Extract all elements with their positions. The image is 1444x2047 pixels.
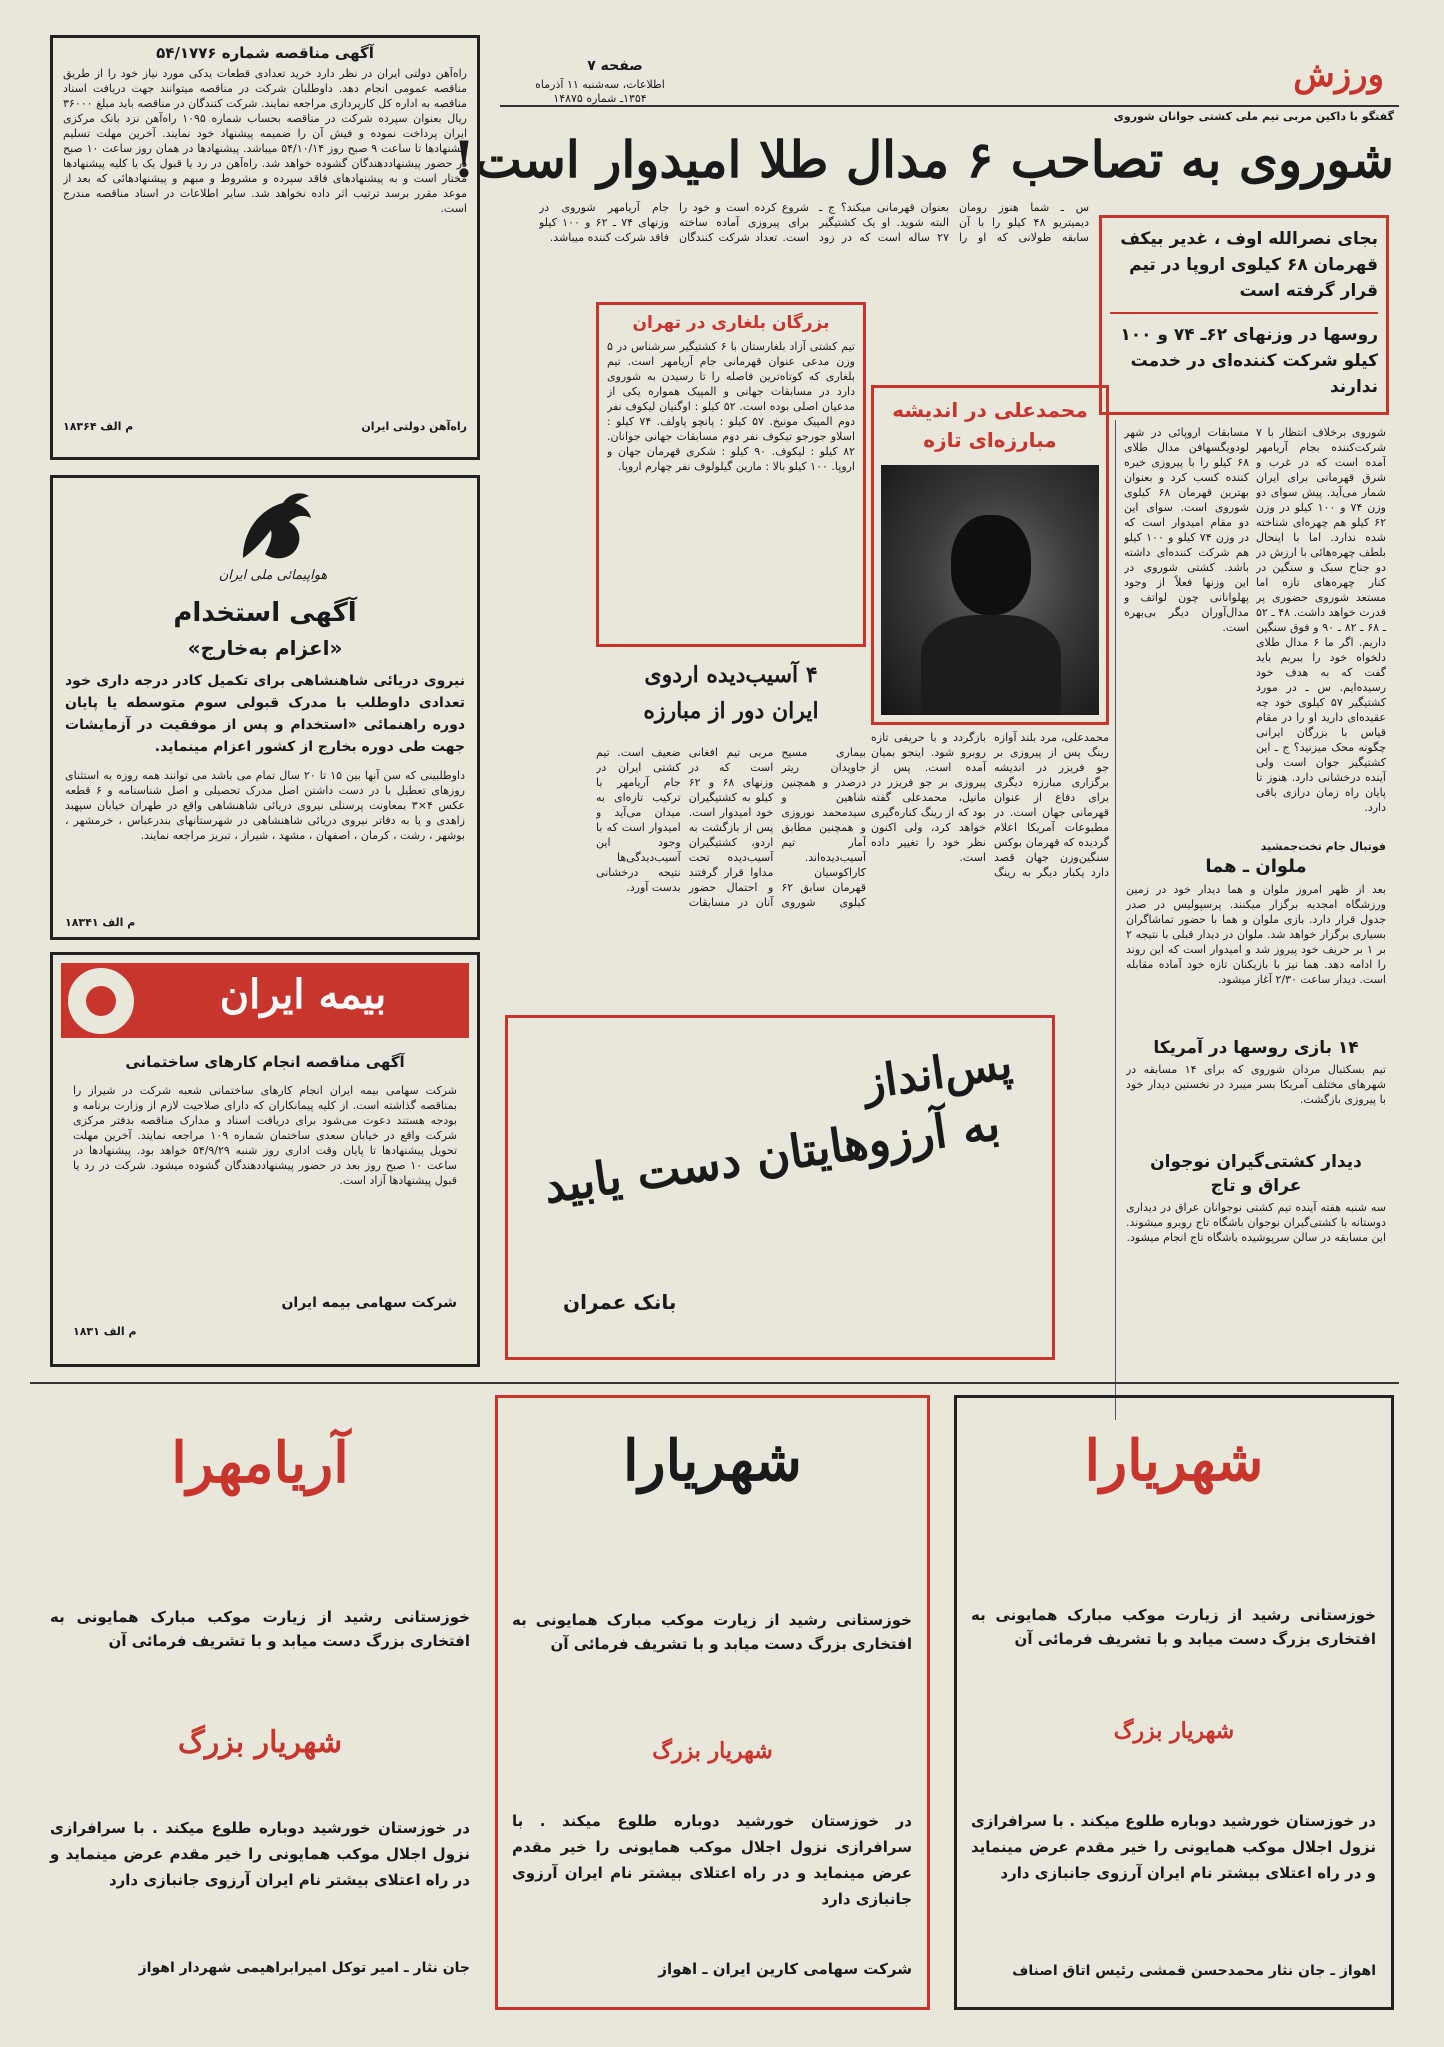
insurance-title: آگهی مناقصه انجام کارهای ساختمانی [125, 1053, 405, 1071]
bank-name: بانک عمران [563, 1290, 677, 1314]
navy-brand: هواپیمائی ملی ایران [218, 568, 328, 583]
teen-headline-2: عراق و تاج [1210, 1176, 1302, 1196]
rail-footer-right: راه‌آهن دولتی ایران [361, 420, 467, 433]
carbon-body: در خوزستان خورشید دوباره طلوع میکند . با سرافرازی نزول اجلال موکب همایونی را خیر مقدم عرض مینماید و در راه اعتلای بیشتر نام ایران آرزوی جانبازی دارد [512, 1812, 912, 1908]
navy-title: آگهی استخدام [173, 598, 357, 628]
aryamehr-signature: جان نثار ـ امیر توکل امیرابراهیمی شهردار اهواز [138, 1960, 470, 1976]
volleyball-headline: ۱۴ بازی روسها در آمریکا [1153, 1038, 1359, 1058]
ali-body: محمدعلی، مرد بلند آوازه رینگ پس از پیروزی بر جو فریزر در اندیشه برگزاری مبارزه دیگری برای دفاع از عنوان قهرمانی جهان است. در مطبوعات آمریکا اعلام گردیده که قهرمان بوکس سنگین‌وزن جهان قصد دارد یکبار دیگر به رینگ بازگردد و با حریفی تازه روبرو شود. اینجو بمیان آمده است. پس از پیروزی بر جو فریزر در مانیل، محمدعلی گفته بود که از رینگ کناره‌گیری خواهد کرد، ولی اکنون نظر خود را تغییر داده است. [871, 731, 1109, 879]
carbon-signature: شرکت سهامی کارین ایران ـ اهواز [658, 1960, 912, 1978]
bulgaria-box [596, 302, 866, 647]
ali-photo [881, 465, 1099, 715]
col-divider [1115, 420, 1116, 1420]
insurance-logo: بیمه ایران [219, 971, 387, 1018]
bulgaria-headline: بزرگان بلغاری در تهران [632, 313, 830, 333]
ali-headline-1: محمدعلی در اندیشه [892, 398, 1088, 422]
aryamehr-body: در خوزستان خورشید دوباره طلوع میکند . با سرافرازی نزول اجلال موکب همایونی را خیر مقدم عرض مینماید و در راه اعتلای بیشتر نام ایران آرزوی جانبازی دارد [50, 1819, 470, 1889]
football-headline: ملوان ـ هما [1205, 856, 1307, 877]
aryamehr-title: آریامهرا [171, 1430, 349, 1496]
page-number: صفحه ۷ [587, 58, 643, 74]
carbon-title: شهریارا [623, 1428, 802, 1494]
main-body-lower-right: شوروی برخلاف انتظار با ۷ شرکت‌کننده بجام آریامهر آمده است که در غرب و شرق قهرمانی برای ایران شمار می‌آید. پیش سوای دو وزن ۷۴ و ۱۰۰ کیلو در وزن ۶۲ کیلو هم چهره‌ای شناخته شده ندارد. اما با اینحال بلطف چهره‌هائی با ارزش در دو جناح سبک و سنگین در کنار چهره‌های تازه اما مستعد شوروی حضوری پر قدرت خواهد داشت. ۴۸ ـ ۵۲ ـ ۶۸ ـ ۸۲ ـ ۹۰ و فوق سنگین داریم. اگر ما ۶ مدال طلای دلخواه خود را ببریم باید گفت که به هدف خود رسیده‌ایم. س ـ در مورد کشتیگیر ۵۷ کیلوی خود چه عقیده‌ای دارید او را در مقام قیاس با بزرگان ایرانی چگونه محک میزنید؟ ج ـ این کشتیگیر جوان است ولی آینده درخشانی دارد. هنوز تا پایان راه زمان درازی باقی دارد. [1256, 426, 1386, 814]
issue-number: ۱۳۵۴ـ شماره ۱۴۸۷۵ [553, 92, 647, 105]
asia-headline-2: ایران دور از مبارزه [643, 698, 819, 724]
bank-slogan-2: پس‌انداز [859, 1037, 1015, 1110]
guild-body: در خوزستان خورشید دوباره طلوع میکند . با سرافرازی نزول اجلال موکب همایونی را خیر مقدم عرض مینماید و در راه اعتلای بیشتر نام ایران آرزوی جانبازی دارد [971, 1812, 1376, 1882]
highlight-divider [1110, 312, 1378, 314]
insurance-company: شرکت سهامی بیمه ایران [281, 1295, 457, 1311]
navy-footer: م الف ۱۸۳۴۱ [65, 916, 136, 929]
carbon-message: خوزستانی رشید از زیارت موکب مبارک همایونی به افتخاری بزرگ دست میابد و با تشریف فرمائی آن [512, 1611, 912, 1653]
guild-message: خوزستانی رشید از زیارت موکب مبارک همایونی به افتخاری بزرگ دست میابد و با تشریف فرمائی آن [971, 1606, 1376, 1648]
football-kicker: فوتبال جام تخت‌جمشید [1260, 840, 1386, 853]
navy-lead: نیروی دریائی شاهنشاهی برای تکمیل کادر درجه داری خود تعدادی داوطلب با مدرک قبولی سوم متوسطه یا پایان دوره راهنمائی «استخدام و پس از موفقیت در آزمایشات جهت طی دوره بخارج از کشور اعزام مینماید. [65, 673, 465, 755]
guild-title: شهریارا [1084, 1428, 1264, 1494]
rail-title: آگهی مناقصه شماره ۵۴/۱۷۷۶ [156, 44, 374, 62]
highlight-box [1099, 215, 1389, 415]
main-kicker: گفتگو با داکین مربی تیم ملی کشتی جوانان شوروی [1113, 110, 1394, 123]
asia-body: بیماری مسیح جاویدان ریتر درصدر و همچنین شاهین و سیدمحمد نوروزی و همچنین مطابق آمار تیم آسیب‌دیده‌اند. کاراکوسیان قهرمان سابق ۶۲ کیلوی شوروی مربی تیم افغانی است که در وزنهای ۶۸ و ۶۲ کیلو به کشتیگیران خود امیدوار است. پس از بازگشت به اردو، کشتیگیران آسیب‌دیده تحت مداوا قرار گرفتند و احتمال حضور آنان در مسابقات ضعیف است. تیم کشتی ایران در جام آریامهر با ترکیب تازه‌ای به میدان می‌آید و امیدوار است که با وجود این آسیب‌دیدگی‌ها نتیجه درخشانی بدست آورد. [596, 746, 866, 909]
issue-date: اطلاعات، سه‌شنبه ۱۱ آذرماه [535, 78, 665, 91]
ad-bank-omran [505, 1015, 1055, 1360]
ad-aryamehr [40, 1395, 480, 2005]
highlight-box-2: روسها در وزنهای ۶۲ـ ۷۴ و ۱۰۰ کیلو شرکت کننده‌ای در خدمت ندارند [1120, 325, 1378, 397]
aryamehr-message: خوزستانی رشید از زیارت موکب مبارک همایونی به افتخاری بزرگ دست میابد و با تشریف فرمائی آن [50, 1608, 470, 1650]
navy-subtitle: «اعزام به‌خارج» [187, 636, 343, 660]
aryamehr-subtitle: شهریار بزرگ [177, 1725, 343, 1760]
volleyball-body: تیم بسکتبال مردان شوروی که برای ۱۴ مسابقه در شهرهای مختلف آمریکا بسر میبرد در نخستین دیدار خود با پیروزی بازگشت. [1126, 1063, 1386, 1106]
guild-subtitle: شهریار بزرگ [1113, 1718, 1235, 1744]
main-body-top: س ـ شما هنوز رومان دیمیتریو ۴۸ کیلو را با آن سابقه طولانی که او را بعنوان قهرمانی میکند؟ ج ـ البته شوید. او یک کشتیگیر ۲۷ ساله است که در زود شروع کرده است و خود را برای پیروزی آماده ساخته است. تعداد شرکت کنندگان جام آریامهر شوروی در وزنهای ۷۴ ـ ۶۲ و ۱۰۰ کیلو فاقد شرکت کننده میباشد. [539, 201, 1089, 244]
ad-insurance [50, 952, 480, 1367]
homa-logo-icon [223, 488, 323, 568]
rail-body: راه‌آهن دولتی ایران در نظر دارد خرید تعدادی قطعات یدکی مورد نیاز خود را از طریق مناقصه عمومی انجام دهد. داوطلبان شرکت در مناقصه میتوانند جهت دریافت اسناد مناقصه به اداره کل کارپردازی مراجعه نمایند. شرکت کنندگان در مناقصه باید مبلغ ۳۶۰۰۰ ریال بعنوان سپرده شرکت در مناقصه بحساب شماره ۱۰۹۵ راه‌آهن نزد بانک مرکزی ایران پرداخت نموده و فیش آن را ضمیمه پیشنهاد خود نمایند. آخرین مهلت تسلیم پیشنهادها تا ساعت ۹ صبح روز ۵۴/۱۰/۱۴ میباشد. پیشنهادها در همان روز ساعت ۱۰ صبح در حضور پیشنهاددهندگان گشوده خواهد شد. راه‌آهن در رد یا قبول یک یا کلیه پیشنهادها مختار است و به پیشنهادهای فاقد سپرده و مشروط و مبهم و پیشنهادهائی که بعد از موعد مقرر برسد ترتیب اثر داده نخواهد شد. سایر اطلاعات در اسناد مناقصه مندرج است. [63, 67, 467, 215]
teen-body: سه شنبه هفته آینده تیم کشتی نوجوانان عراق در دیداری دوستانه با کشتی‌گیران نوجوان باشگاه تاج روبرو میشوند. این مسابقه در سالن سرپوشیده باشگاه تاج انجام میشود. [1126, 1201, 1386, 1244]
ad-tender-rail [50, 35, 480, 460]
main-body-lower-mid: مسابقات اروپائی در شهر لودویگسهافن مدال طلای ۶۸ کیلو را با پیروزی خیره کننده کسب کرد و بعنوان بهترین قهرمان ۶۸ کیلوی شوروی است. سوای این دو مقام امیدوار است که در وزن ۷۴ کیلو و ۱۰۰ کیلو هم شرکت کننده‌ای داشته باشد. کشتی شوروی در این وزنها فعلاً از وجود پهلوانانی چون لواتف و مدال‌آوران دیگر بی‌بهره است. [1124, 426, 1249, 634]
bank-slogan: به آرزوهایتان دست یابید [540, 1096, 1004, 1214]
insurance-emblem-icon [65, 965, 137, 1037]
rail-footer-left: م الف ۱۸۳۶۴ [63, 420, 134, 433]
ali-headline-2: مبارزه‌ای تازه [923, 428, 1057, 452]
bottom-rule [30, 1382, 1399, 1384]
ad-carbon [495, 1395, 930, 2010]
carbon-subtitle: شهریار بزرگ [652, 1738, 773, 1764]
ad-guild [954, 1395, 1394, 2010]
ad-navy [50, 475, 480, 940]
header-rule [500, 105, 1399, 107]
bulgaria-body: تیم کشتی آزاد بلغارستان با ۶ کشتیگیر سرشناس در ۵ وزن مدعی عنوان قهرمانی جام آریامهر است. تیم بلغاری که کوتاه‌ترین فاصله را تا رسیدن به شوروی دارد در مسابقات جهانی و المپیک همواره یکی از مدعیان اصلی بوده است. ۵۲ کیلو : اوگنیان لیکوف نفر دوم المپیک مونیخ. ۵۷ کیلو : پانچو پاولف. ۷۴ کیلو : اسلاو جورجو تیکوف نفر دوم مسابقات جهانی جوانان. ۸۲ کیلو : لیکوف. ۹۰ کیلو : شکری قهرمان جهان و اروپا. ۱۰۰ کیلو بالا : مارین گیلولوف نفر چهارم اروپا. [607, 340, 855, 473]
insurance-footer: م الف ۱۸۳۱ [73, 1325, 137, 1338]
asia-headline-1: ۴ آسیب‌دیده اردوی [644, 662, 818, 688]
football-body: بعد از ظهر امروز ملوان و هما دیدار خود در زمین ورزشگاه امجدیه برگزار میکنند. پرسپولیس در صدر جدول قرار دارد. بازی ملوان و هما با حضور تماشاگران بسیاری برگزار خواهد شد. ملوان در دیدار قبلی با نتیجه ۲ بر ۱ بر حریف خود پیروز شد و امیدوار است که این روند را ادامه دهد. هما نیز با بازیکنان تازه خود آماده مقابله است. دیدار ساعت ۲/۳۰ آغاز میشود. [1126, 883, 1386, 986]
navy-body: داوطلبینی که سن آنها بین ۱۵ تا ۲۰ سال تمام می باشد می توانند همه روزه به استثنای روزهای تعطیل با در دست داشتن اصل مدرک تحصیلی و اصل شناسنامه و ۶ قطعه عکس ۴×۳ بمعاونت پرسنلی نیروی دریائی شاهنشاهی واقع در طهران خیابان سپهبد زاهدی و یا به دفاتر نیروی دریائی شاهنشاهی در شهرستانهای بندرعباس ، خرمشهر ، بوشهر ، رشت ، کرمان ، اصفهان ، مشهد ، شیراز ، تبریز مراجعه نمایند. [65, 769, 465, 842]
highlight-box-1: بجای نصرالله اوف ، غدیر بیکف قهرمان ۶۸ کیلوی اروپا در تیم قرار گرفته است [1120, 229, 1378, 301]
section-title: ورزش [1293, 55, 1384, 95]
teen-headline-1: دیدار کشتی‌گیران نوجوان [1150, 1152, 1362, 1172]
insurance-body: شرکت سهامی بیمه ایران انجام کارهای ساختمانی شعبه شرکت در شیراز را بمناقصه گذاشته است. از کلیه پیمانکاران که دارای صلاحیت لازم از وزارت برنامه و بودجه هستند دعوت می‌شود برای دریافت اسناد و مدارک مناقصه بدفتر مرکزی شرکت واقع در خیابان سعدی ساختمان شماره ۱۰۹ مراجعه نمایند. آخرین مهلت تحویل پیشنهادها تا پایان وقت اداری روز شنبه ۵۴/۹/۲۹ خواهد بود. پیشنهادها در ساعت ۱۰ صبح روز بعد در حضور پیشنهاددهندگان گشوده میشود. شرکت در رد یا قبول پیشنهادها آزاد است. [73, 1084, 457, 1187]
guild-signature: اهواز ـ جان نثار محمدحسن قمشی رئیس اتاق اصناف [1012, 1963, 1376, 1979]
main-headline: شوروی به تصاحب ۶ مدال طلا امیدوار است! [452, 130, 1394, 189]
